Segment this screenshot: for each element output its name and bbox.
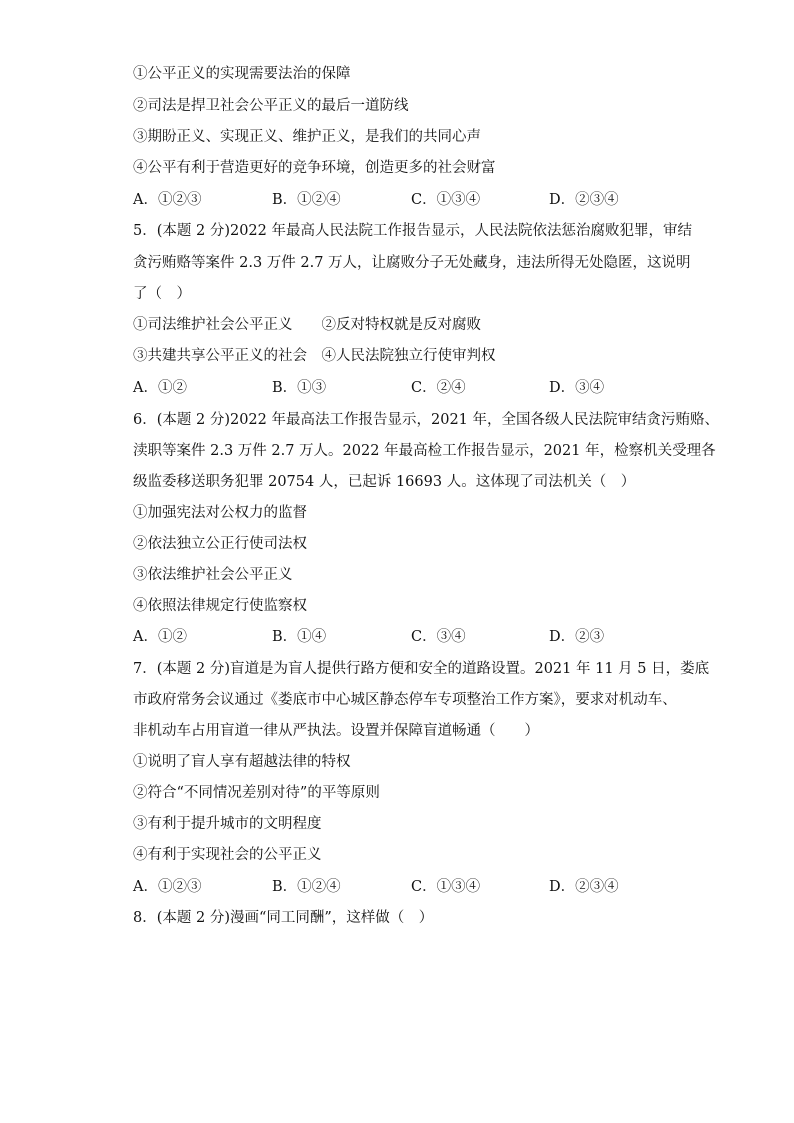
- question-6-stem-line-1: 6．(本题 2 分)2022 年最高法工作报告显示，2021 年，全国各级人民法院审结贪污贿赂、: [133, 412, 720, 428]
- question-6-statement-2: ②依法独立公正行使司法权: [133, 536, 307, 552]
- question-5-stem-line-1: 5．(本题 2 分)2022 年最高人民法院工作报告显示，人民法院依法惩治腐败犯罪，审结: [133, 223, 692, 239]
- question-7-stem-line-2: 市政府常务会议通过《娄底市中心城区静态停车专项整治工作方案》，要求对机动车、: [133, 692, 677, 708]
- question-7-statement-3: ③有利于提升城市的文明程度: [133, 816, 322, 832]
- option-c: C．③④: [411, 629, 466, 645]
- statement-2: ②司法是捍卫社会公平正义的最后一道防线: [133, 98, 409, 114]
- question-7-statement-4: ④有利于实现社会的公平正义: [133, 847, 322, 863]
- option-c: C．①③④: [411, 879, 481, 895]
- question-6-stem-line-3: 级监委移送职务犯罪 20754 人，已起诉 16693 人。这体现了司法机关（ ）: [133, 474, 636, 490]
- option-d: D．②③④: [549, 879, 619, 895]
- question-5-stem-line-2: 贪污贿赂等案件 2.3 万件 2.7 万人，让腐败分子无处藏身，违法所得无处隐匿，这说明: [133, 255, 691, 271]
- question-7-stem-line-1: 7．(本题 2 分)盲道是为盲人提供行路方便和安全的道路设置。2021 年 11 月 5 日，娄底: [133, 661, 710, 677]
- statement-3: ③期盼正义、实现正义、维护正义，是我们的共同心声: [133, 129, 481, 145]
- question-5-stem-line-3: 了（ ）: [133, 286, 191, 302]
- option-a: A．①②③: [133, 879, 202, 895]
- option-b: B．①④: [272, 629, 327, 645]
- option-a: A．①②③: [133, 192, 202, 208]
- option-a: A．①②: [133, 629, 187, 645]
- option-c: C．①③④: [411, 192, 481, 208]
- question-6-statement-4: ④依照法律规定行使监察权: [133, 598, 307, 614]
- question-5-statements-2: ③共建共享公平正义的社会 ④人民法院独立行使审判权: [133, 348, 496, 364]
- question-7-statement-1: ①说明了盲人享有超越法律的特权: [133, 754, 351, 770]
- question-8-stem-line-1: 8．(本题 2 分)漫画“同工同酬”，这样做（ ）: [133, 910, 434, 926]
- option-d: D．②③: [549, 629, 605, 645]
- question-6-statement-1: ①加强宪法对公权力的监督: [133, 505, 307, 521]
- option-b: B．①②④: [272, 879, 341, 895]
- statement-1: ①公平正义的实现需要法治的保障: [133, 66, 351, 82]
- option-a: A．①②: [133, 380, 187, 396]
- option-d: D．②③④: [549, 192, 619, 208]
- option-d: D．③④: [549, 380, 605, 396]
- question-7-stem-line-3: 非机动车占用盲道一律从严执法。设置并保障盲道畅通（ ）: [133, 723, 539, 739]
- option-c: C．②④: [411, 380, 466, 396]
- statement-4: ④公平有利于营造更好的竞争环境，创造更多的社会财富: [133, 160, 496, 176]
- option-b: B．①②④: [272, 192, 341, 208]
- question-6-statement-3: ③依法维护社会公平正义: [133, 567, 293, 583]
- question-6-stem-line-2: 渎职等案件 2.3 万件 2.7 万人。2022 年最高检工作报告显示，2021 年，检察机关受理各: [133, 443, 716, 459]
- question-7-statement-2: ②符合“不同情况差别对待”的平等原则: [133, 785, 380, 801]
- option-b: B．①③: [272, 380, 327, 396]
- question-5-statements-1: ①司法维护社会公平正义 ②反对特权就是反对腐败: [133, 317, 481, 333]
